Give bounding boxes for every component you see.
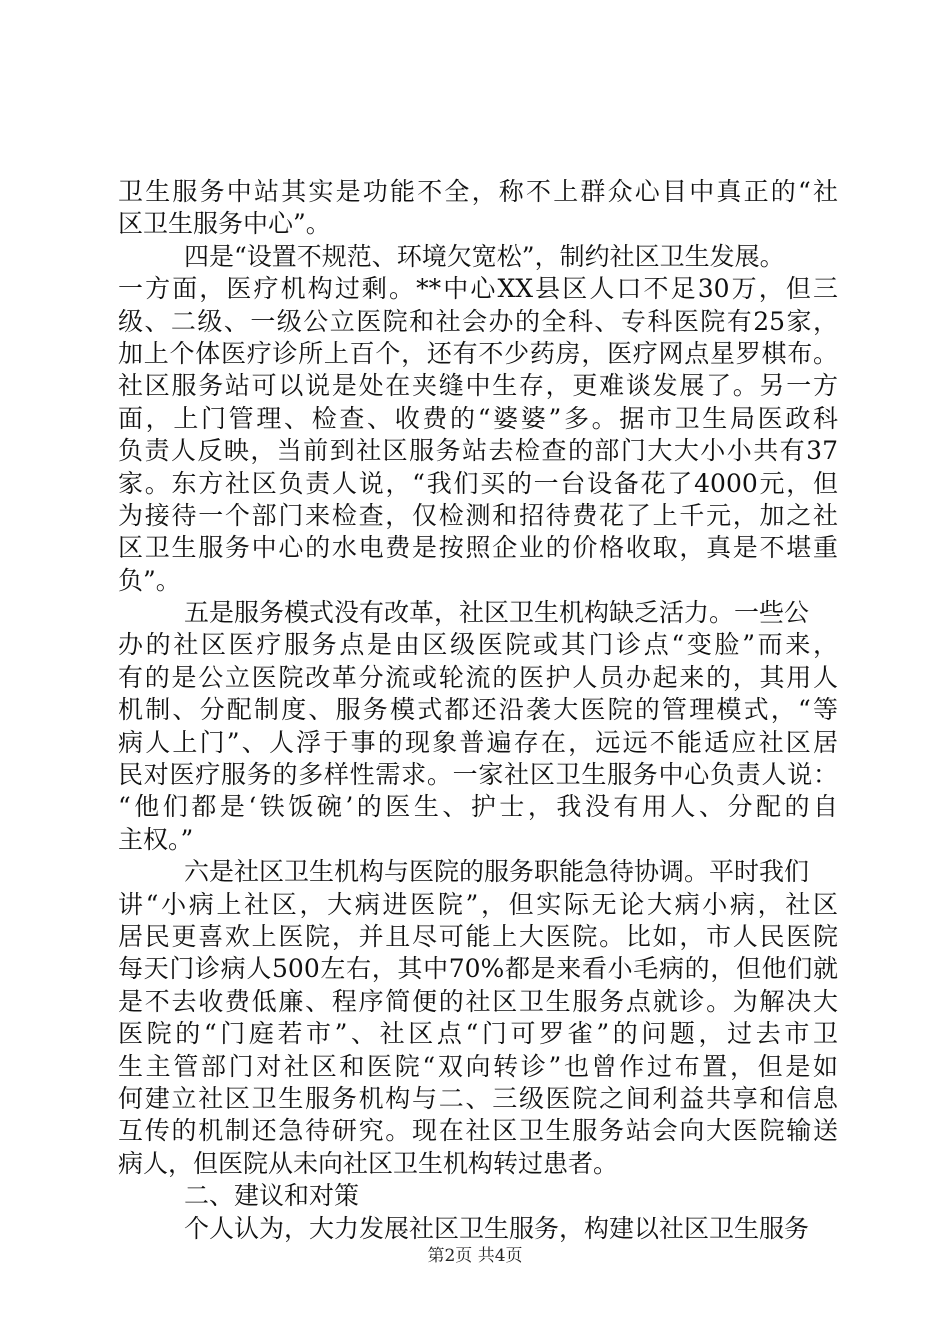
section-heading: 二、建议和对策 — [184, 1181, 360, 1211]
paragraph-start-line: 五是服务模式没有改革，社区卫生机构缺乏活力。一些公 — [184, 598, 810, 628]
text-line: 何建立社区卫生服务机构与二、三级医院之间利益共享和信息 — [118, 1083, 838, 1113]
text-line: “他们都是‘铁饭碗’的医生、护士，我没有用人、分配的自 — [118, 792, 838, 822]
text-line: 加上个体医疗诊所上百个，还有不少药房，医疗网点星罗棋布。 — [118, 338, 838, 368]
text-line: 讲“小病上社区，大病进医院”，但实际无论大病小病，社区 — [118, 889, 838, 919]
text-line: 家。东方社区负责人说，“我们买的一台设备花了4000元，但 — [118, 468, 838, 498]
text-line: 是不去收费低廉、程序简便的社区卫生服务点就诊。为解决大 — [118, 986, 838, 1016]
text-line: 民对医疗服务的多样性需求。一家社区卫生服务中心负责人说： — [118, 760, 838, 790]
text-line: 生主管部门对社区和医院“双向转诊”也曾作过布置，但是如 — [118, 1051, 838, 1081]
text-line: 区卫生服务中心”。 — [118, 209, 331, 239]
text-line: 级、二级、一级公立医院和社会办的全科、专科医院有25家， — [118, 306, 838, 336]
text-line: 社区服务站可以说是处在夹缝中生存，更难谈发展了。另一方 — [118, 371, 838, 401]
text-line: 医院的“门庭若市”、社区点“门可罗雀”的问题，过去市卫 — [118, 1019, 838, 1049]
page-number-footer: 第2页 共4页 — [427, 1246, 523, 1266]
text-line: 病人，但医院从未向社区卫生机构转过患者。 — [118, 1148, 619, 1178]
text-line: 负责人反映，当前到社区服务站去检查的部门大大小小共有37 — [118, 436, 838, 466]
text-line: 主权。” — [118, 824, 194, 854]
text-line: 机制、分配制度、服务模式都还沿袭大医院的管理模式，“等 — [118, 695, 838, 725]
text-line: 病人上门”、人浮于事的现象普遍存在，远远不能适应社区居 — [118, 727, 838, 757]
text-line: 有的是公立医院改革分流或轮流的医护人员办起来的，其用人 — [118, 662, 838, 692]
text-line: 一方面，医疗机构过剩。**中心XX县区人口不足30万，但三 — [118, 274, 838, 304]
text-line: 为接待一个部门来检查，仅检测和招待费花了上千元，加之社 — [118, 500, 838, 530]
text-line: 卫生服务中站其实是功能不全，称不上群众心目中真正的“社 — [118, 177, 838, 206]
text-line: 负”。 — [118, 565, 181, 595]
text-line: 每天门诊病人500左右，其中70%都是来看小毛病的，但他们就 — [118, 954, 838, 984]
text-line: 面，上门管理、检查、收费的“婆婆”多。据市卫生局医政科 — [118, 403, 838, 433]
paragraph-start-line: 四是“设置不规范、环境欠宽松”，制约社区卫生发展。 — [184, 241, 785, 271]
paragraph-start-line: 个人认为，大力发展社区卫生服务，构建以社区卫生服务 — [184, 1213, 810, 1243]
text-line: 办的社区医疗服务点是由区级医院或其门诊点“变脸”而来， — [118, 630, 838, 660]
paragraph-start-line: 六是社区卫生机构与医院的服务职能急待协调。平时我们 — [184, 857, 810, 887]
text-line: 区卫生服务中心的水电费是按照企业的价格收取，真是不堪重 — [118, 533, 838, 563]
text-line: 居民更喜欢上医院，并且尽可能上大医院。比如，市人民医院 — [118, 921, 838, 951]
body-text — [118, 176, 838, 1245]
text-line: 互传的机制还急待研究。现在社区卫生服务站会向大医院输送 — [118, 1116, 838, 1146]
